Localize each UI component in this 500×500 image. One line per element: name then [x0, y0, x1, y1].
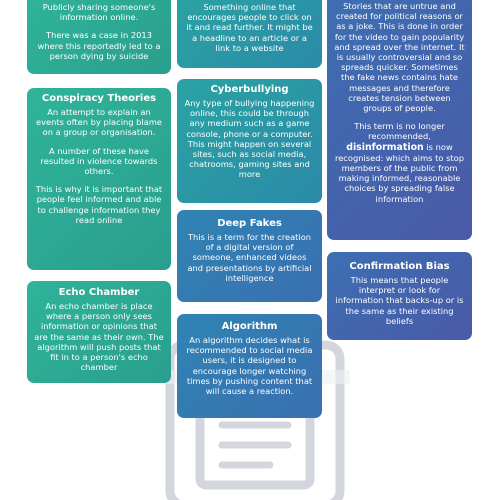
clickbait-card	[177, 0, 322, 68]
conspiracy-theories-violence: A number of these have resulted in violence towards others.	[40, 145, 158, 177]
doxxing-definition: Publicly sharing someone's information online.	[42, 2, 156, 23]
deep-fakes-card	[177, 210, 322, 302]
deep-fakes-title: Deep Fakes	[217, 218, 282, 229]
confirmation-bias-card	[327, 252, 472, 340]
echo-chamber-definition: An echo chamber is place where a person only sees information or opinions that are the same as their own. The algorithm will push posts that fit in to a person's echo chamber	[34, 301, 164, 373]
deep-fakes-definition: This is a term for the creation of a digital version of someone, enhanced videos and presentations by artificial intelligence	[187, 232, 312, 283]
conspiracy-theories-title: Conspiracy Theories	[41, 93, 157, 104]
doxxing-card	[27, 0, 171, 74]
fake-news-card	[327, 0, 472, 240]
echo-chamber-title: Echo Chamber	[58, 287, 140, 298]
conspiracy-theories-importance: This is why it is important that people feel informed and able to challenge information they read online	[35, 184, 163, 225]
cyberbullying-definition: Any type of bullying happening online, this could be through any medium such as a game console, phone or a computer. This might happen on several sites, such as social media, chatrooms, gaming sites and more	[184, 98, 315, 180]
confirmation-bias-title: Confirmation Bias	[349, 261, 450, 272]
clickbait-definition: Something online that encourages people to click on it and read further. It might be a headline to an article or a link to a website	[186, 2, 313, 53]
cyberbullying-card	[177, 79, 322, 203]
algorithm-title: Algorithm	[221, 321, 278, 332]
doxxing-example: There was a case in 2013 where this reportedly led to a person dying by suicide	[37, 30, 161, 61]
fake-news-definition: Stories that are untrue and created for political reasons or as a joke. This is done in order for the video to gain popularity and spread over the internet. It is usually controversial and so spreads quicker. Sometimes the fake news contains hate messages and therefore creates tension between groups of people.	[334, 1, 465, 114]
cyberbullying-title: Cyberbullying	[210, 84, 289, 95]
conspiracy-theories-definition: An attempt to explain an events often by placing blame on a group or organisation.	[35, 107, 163, 138]
disinformation-note	[334, 121, 465, 204]
algorithm-definition: An algorithm decides what is recommended to social media users, it is designed to encourage longer watching times by pushing content that will cause a reaction.	[186, 335, 313, 397]
disinformation-note-post: is now recognised: which aims to stop members of the public from making informed, reasonable choices by spreading false information	[334, 141, 465, 204]
conspiracy-theories-card	[27, 88, 171, 270]
algorithm-card	[177, 314, 322, 418]
disinformation-term: disinformation	[346, 141, 424, 153]
echo-chamber-card	[27, 281, 171, 383]
disinformation-note-pre: This term is no longer recommended,	[354, 121, 445, 142]
confirmation-bias-definition: This means that people interpret or look for information that backs-up or is the same as their existing beliefs	[335, 275, 464, 326]
